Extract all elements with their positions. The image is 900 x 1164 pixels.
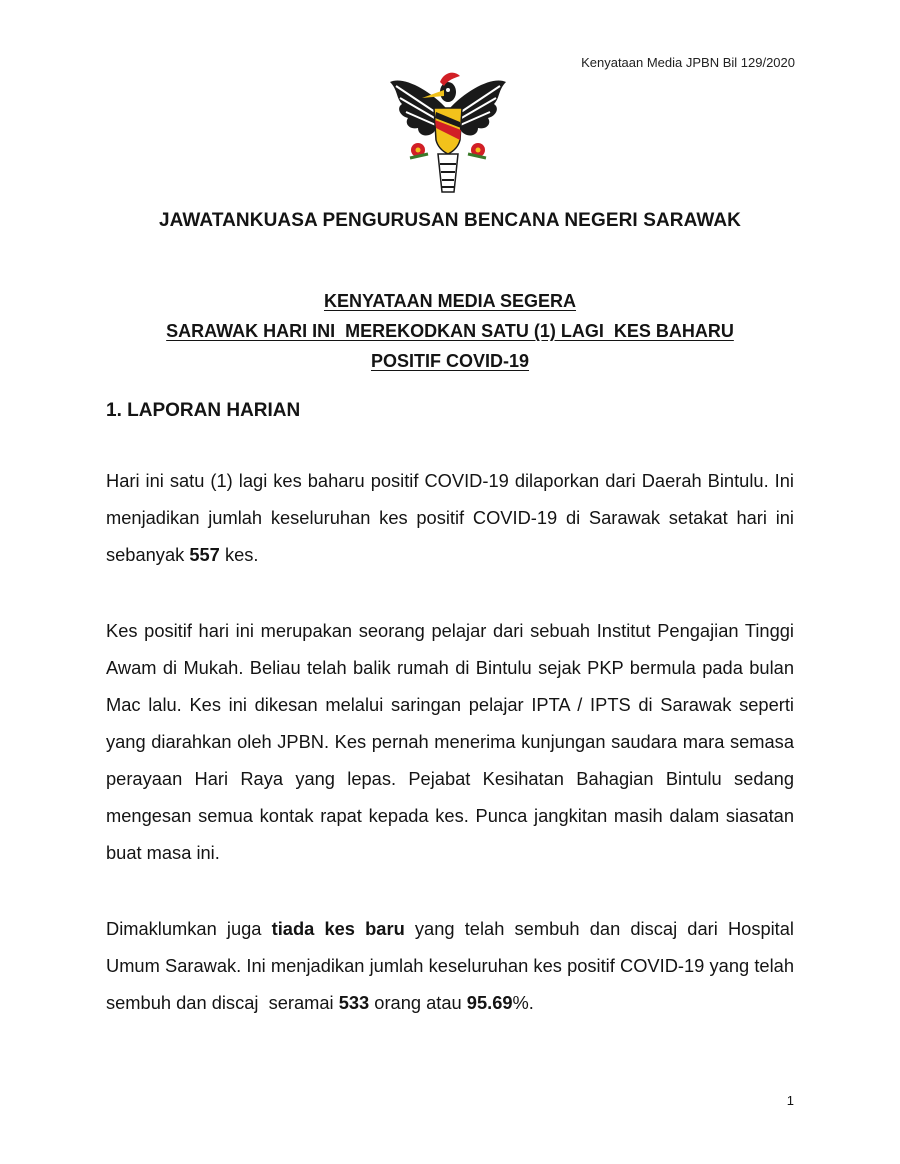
paragraph-daily-report: Hari ini satu (1) lagi kes baharu positif COVID-19 dilaporkan dari Daerah Bintulu. Ini menjadikan jumlah keseluruhan kes positif COVID-19 di Sarawak setakat hari ini sebanyak 557 kes. — [106, 470, 794, 565]
headline-line-2: SARAWAK HARI INI MEREKODKAN SATU (1) LAGI KES BAHARU — [166, 321, 734, 341]
page-number: 1 — [786, 1093, 794, 1108]
total-cases-value: 557 — [189, 544, 220, 565]
sarawak-hornbill-crest-icon — [388, 68, 508, 194]
paragraph-case-details: Kes positif hari ini merupakan seorang pelajar dari sebuah Institut Pengajian Tinggi Awam di Mukah. Beliau telah balik rumah di Bintulu sejak PKP bermula pada bulan Mac lalu. Kes ini dikesan melalui saringan pelajar IPTA / IPTS di Sarawak seperti yang diarahkan oleh JPBN. Kes pernah menerima kunjungan saudara mara semasa perayaan Hari Raya yang lepas. Pejabat Kesihatan Bahagian Bintulu sedang mengesan semua kontak rapat kepada kes. Punca jangkitan masih dalam siasatan buat masa ini. — [106, 620, 794, 863]
recovered-count-value: 533 — [338, 992, 370, 1013]
organization-title: JAWATANKUASA PENGURUSAN BENCANA NEGERI SARAWAK — [158, 210, 742, 231]
headline-line-3: POSITIF COVID-19 — [370, 351, 530, 371]
no-new-recoveries-emphasis: tiada kes baru — [271, 918, 405, 939]
recovery-percent-value: 95.69 — [466, 992, 513, 1013]
media-statement-reference: Kenyataan Media JPBN Bil 129/2020 — [581, 55, 795, 70]
paragraph-recoveries: Dimaklumkan juga tiada kes baru yang telah sembuh dan discaj dari Hospital Umum Sarawak. Ini menjadikan jumlah keseluruhan kes positif COVID-19 yang telah sembuh dan discaj seramai 533 orang atau 95.69%. — [106, 918, 800, 1013]
headline-line-1: KENYATAAN MEDIA SEGERA — [323, 291, 577, 311]
section-title: 1. LAPORAN HARIAN — [106, 400, 301, 421]
headline — [0, 286, 900, 376]
